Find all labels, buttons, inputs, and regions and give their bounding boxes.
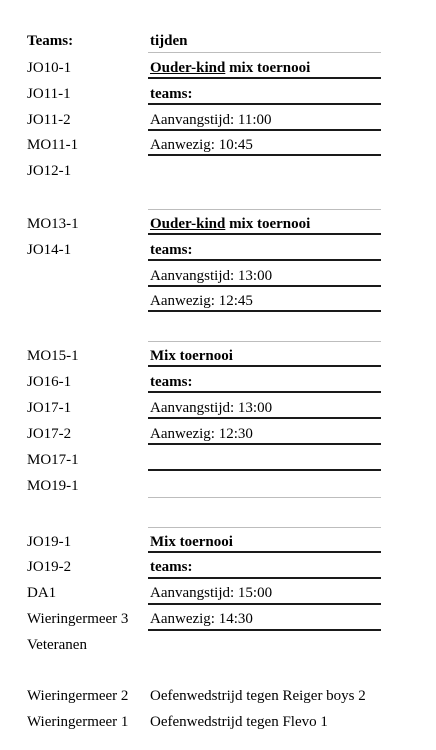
teams-heading: teams: bbox=[150, 242, 193, 258]
divider bbox=[148, 603, 381, 605]
block-title-underlined: Ouder-kind bbox=[150, 60, 226, 76]
divider bbox=[148, 209, 381, 210]
divider bbox=[148, 497, 381, 498]
team-label: MO19-1 bbox=[27, 478, 79, 494]
divider bbox=[148, 233, 381, 235]
friendly-match: Oefenwedstrijd tegen Reiger boys 2 bbox=[150, 688, 366, 704]
divider bbox=[148, 391, 381, 393]
teams-heading: teams: bbox=[150, 86, 193, 102]
present-time: Aanwezig: 12:30 bbox=[150, 426, 253, 442]
team-label: JO10-1 bbox=[27, 60, 72, 76]
team-label: DA1 bbox=[27, 585, 57, 601]
divider bbox=[148, 551, 381, 553]
block-title-rest: mix toernooi bbox=[225, 60, 311, 76]
teams-column-header: Teams: bbox=[27, 33, 74, 49]
friendly-match: Oefenwedstrijd tegen Flevo 1 bbox=[150, 714, 328, 730]
divider bbox=[148, 77, 381, 79]
team-label: MO13-1 bbox=[27, 216, 79, 232]
start-time: Aanvangstijd: 13:00 bbox=[150, 400, 273, 416]
block-title bbox=[150, 215, 310, 233]
block-title: Mix toernooi bbox=[150, 534, 233, 550]
times-column-header: tijden bbox=[150, 33, 188, 49]
teams-heading: teams: bbox=[150, 559, 193, 575]
block-title-underlined: Ouder-kind bbox=[150, 216, 226, 232]
present-time: Aanwezig: 10:45 bbox=[150, 137, 253, 153]
block-title bbox=[150, 59, 310, 77]
friendly-team: Wieringermeer 2 bbox=[27, 688, 129, 704]
present-time: Aanwezig: 14:30 bbox=[150, 611, 253, 627]
divider bbox=[148, 103, 381, 105]
team-label: JO12-1 bbox=[27, 163, 72, 179]
team-label: MO15-1 bbox=[27, 348, 79, 364]
team-label: JO17-2 bbox=[27, 426, 72, 442]
divider bbox=[148, 259, 381, 261]
divider bbox=[148, 341, 381, 342]
divider bbox=[148, 443, 381, 445]
divider bbox=[148, 285, 381, 287]
block-title-rest: mix toernooi bbox=[225, 216, 311, 232]
divider bbox=[148, 469, 381, 471]
divider bbox=[148, 417, 381, 419]
team-label: MO17-1 bbox=[27, 452, 79, 468]
divider bbox=[148, 154, 381, 156]
start-time: Aanvangstijd: 13:00 bbox=[150, 268, 273, 284]
team-label: Wieringermeer 3 bbox=[27, 611, 129, 627]
divider bbox=[148, 310, 381, 312]
divider bbox=[148, 629, 381, 631]
divider bbox=[148, 577, 381, 579]
divider bbox=[148, 52, 381, 53]
team-label: JO16-1 bbox=[27, 374, 72, 390]
start-time: Aanvangstijd: 15:00 bbox=[150, 585, 273, 601]
team-label: MO11-1 bbox=[27, 137, 79, 153]
team-label: JO11-2 bbox=[27, 112, 71, 128]
friendly-team: Wieringermeer 1 bbox=[27, 714, 129, 730]
team-label: JO17-1 bbox=[27, 400, 72, 416]
team-label: JO11-1 bbox=[27, 86, 71, 102]
divider bbox=[148, 129, 381, 131]
teams-heading: teams: bbox=[150, 374, 193, 390]
team-label: JO19-1 bbox=[27, 534, 72, 550]
team-label: JO14-1 bbox=[27, 242, 72, 258]
divider bbox=[148, 527, 381, 528]
team-label: Veteranen bbox=[27, 637, 87, 653]
start-time: Aanvangstijd: 11:00 bbox=[150, 112, 272, 128]
block-title: Mix toernooi bbox=[150, 348, 233, 364]
team-label: JO19-2 bbox=[27, 559, 72, 575]
divider bbox=[148, 365, 381, 367]
present-time: Aanwezig: 12:45 bbox=[150, 293, 253, 309]
